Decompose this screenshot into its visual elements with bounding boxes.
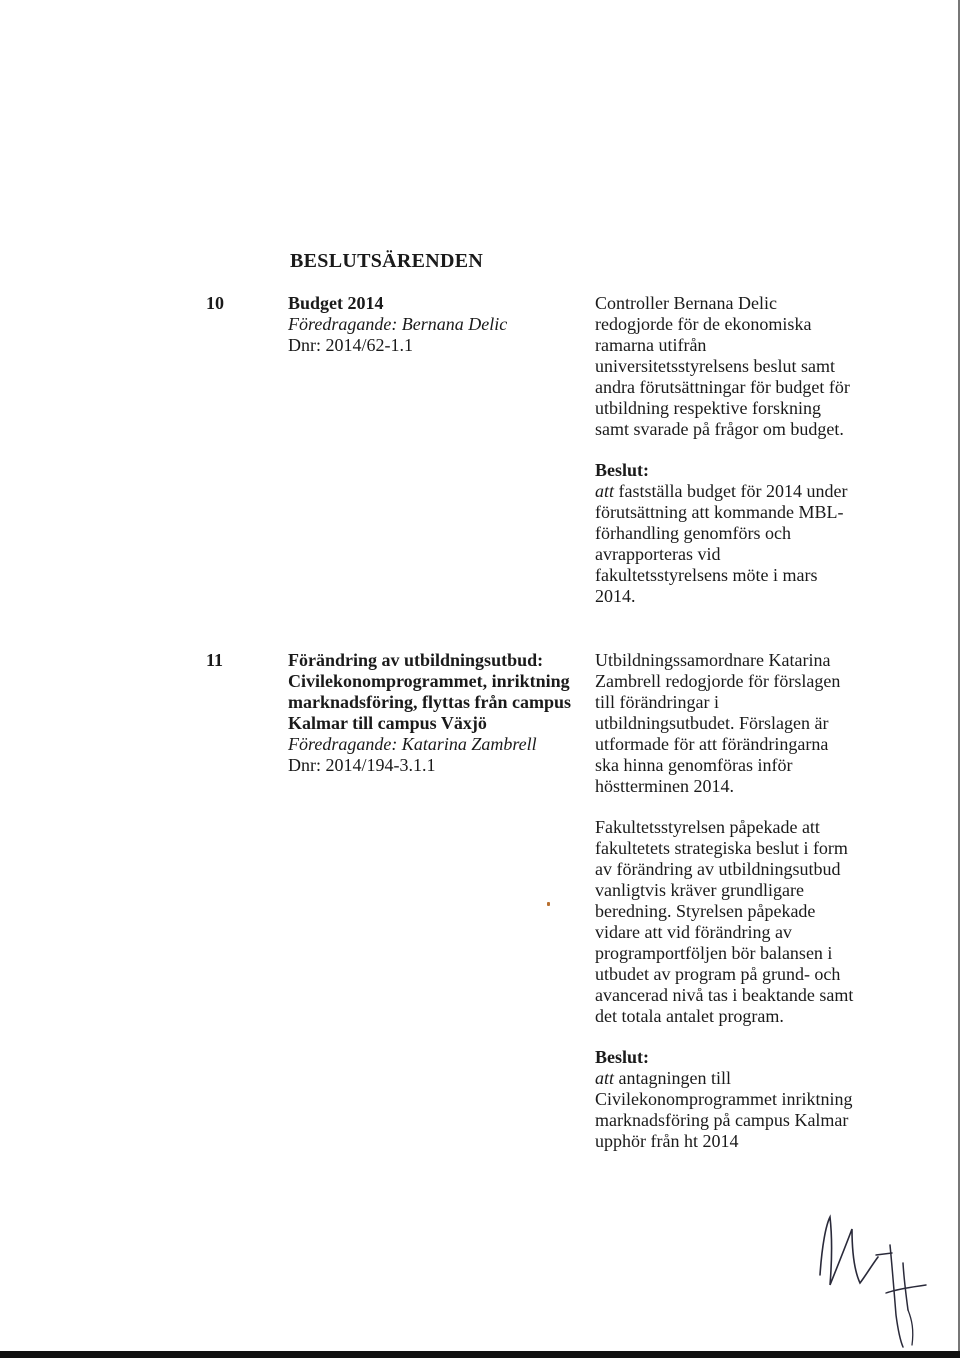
- item-discussion: Utbildningssamordnare Katarina Zambrell redogjorde för förslagen till förändringar i utbildningsutbudet. Förslagen är utformade för att förändringarna ska hinna genomföras inför höstterminen 2014.: [595, 650, 841, 796]
- decision-att: att: [595, 481, 619, 501]
- item-details: [288, 293, 578, 356]
- item-discussion: Controller Bernana Delic redogjorde för de ekonomiska ramarna utifrån universitetsstyrelsens beslut samt andra förutsättningar för budget för utbildning respektive forskning samt svarade på frågor om budget.: [595, 293, 850, 439]
- item-diarie-number: Dnr: 2014/62-1.1: [288, 335, 413, 355]
- decision-att: att: [595, 1068, 619, 1088]
- decision-label: Beslut:: [595, 1047, 649, 1067]
- item-presenter: Föredragande: Bernana Delic: [288, 314, 508, 334]
- section-heading: BESLUTSÄRENDEN: [290, 250, 484, 272]
- item-number: 11: [206, 650, 224, 670]
- item-body: [595, 293, 855, 607]
- scan-bottom-edge: [0, 1351, 960, 1358]
- item-decision: [595, 460, 855, 607]
- item-diarie-number: Dnr: 2014/194-3.1.1: [288, 755, 436, 775]
- item-decision: [595, 1047, 855, 1152]
- item-body: [595, 650, 855, 1152]
- decision-text: antagningen till Civilekonomprogrammet inriktning marknadsföring på campus Kalmar upphör från ht 2014: [595, 1068, 853, 1151]
- item-title: Budget 2014: [288, 293, 384, 313]
- decision-text: fastställa budget för 2014 under förutsättning att kommande MBL-förhandling genomförs och avrapporteras vid fakultetsstyrelsens möte i mars 2014.: [595, 481, 848, 606]
- item-details: [288, 650, 578, 776]
- item-discussion-2: Fakultetsstyrelsen påpekade att fakultetets strategiska beslut i form av förändring av utbildningsutbud vanligtvis kräver grundligare beredning. Styrelsen påpekade vidare att vid förändring av programportföljen bör balansen i utbudet av program på grund- och avancerad nivå tas i beaktande samt det totala antalet program.: [595, 817, 854, 1026]
- item-title: Förändring av utbildningsutbud: Civilekonomprogrammet, inriktning marknadsföring, flyttas från campus Kalmar till campus Växjö: [288, 650, 572, 733]
- item-presenter: Föredragande: Katarina Zambrell: [288, 734, 537, 754]
- item-number: 10: [206, 293, 224, 313]
- handwritten-signature: [808, 1205, 938, 1350]
- decision-label: Beslut:: [595, 460, 649, 480]
- scan-speck: [547, 902, 550, 906]
